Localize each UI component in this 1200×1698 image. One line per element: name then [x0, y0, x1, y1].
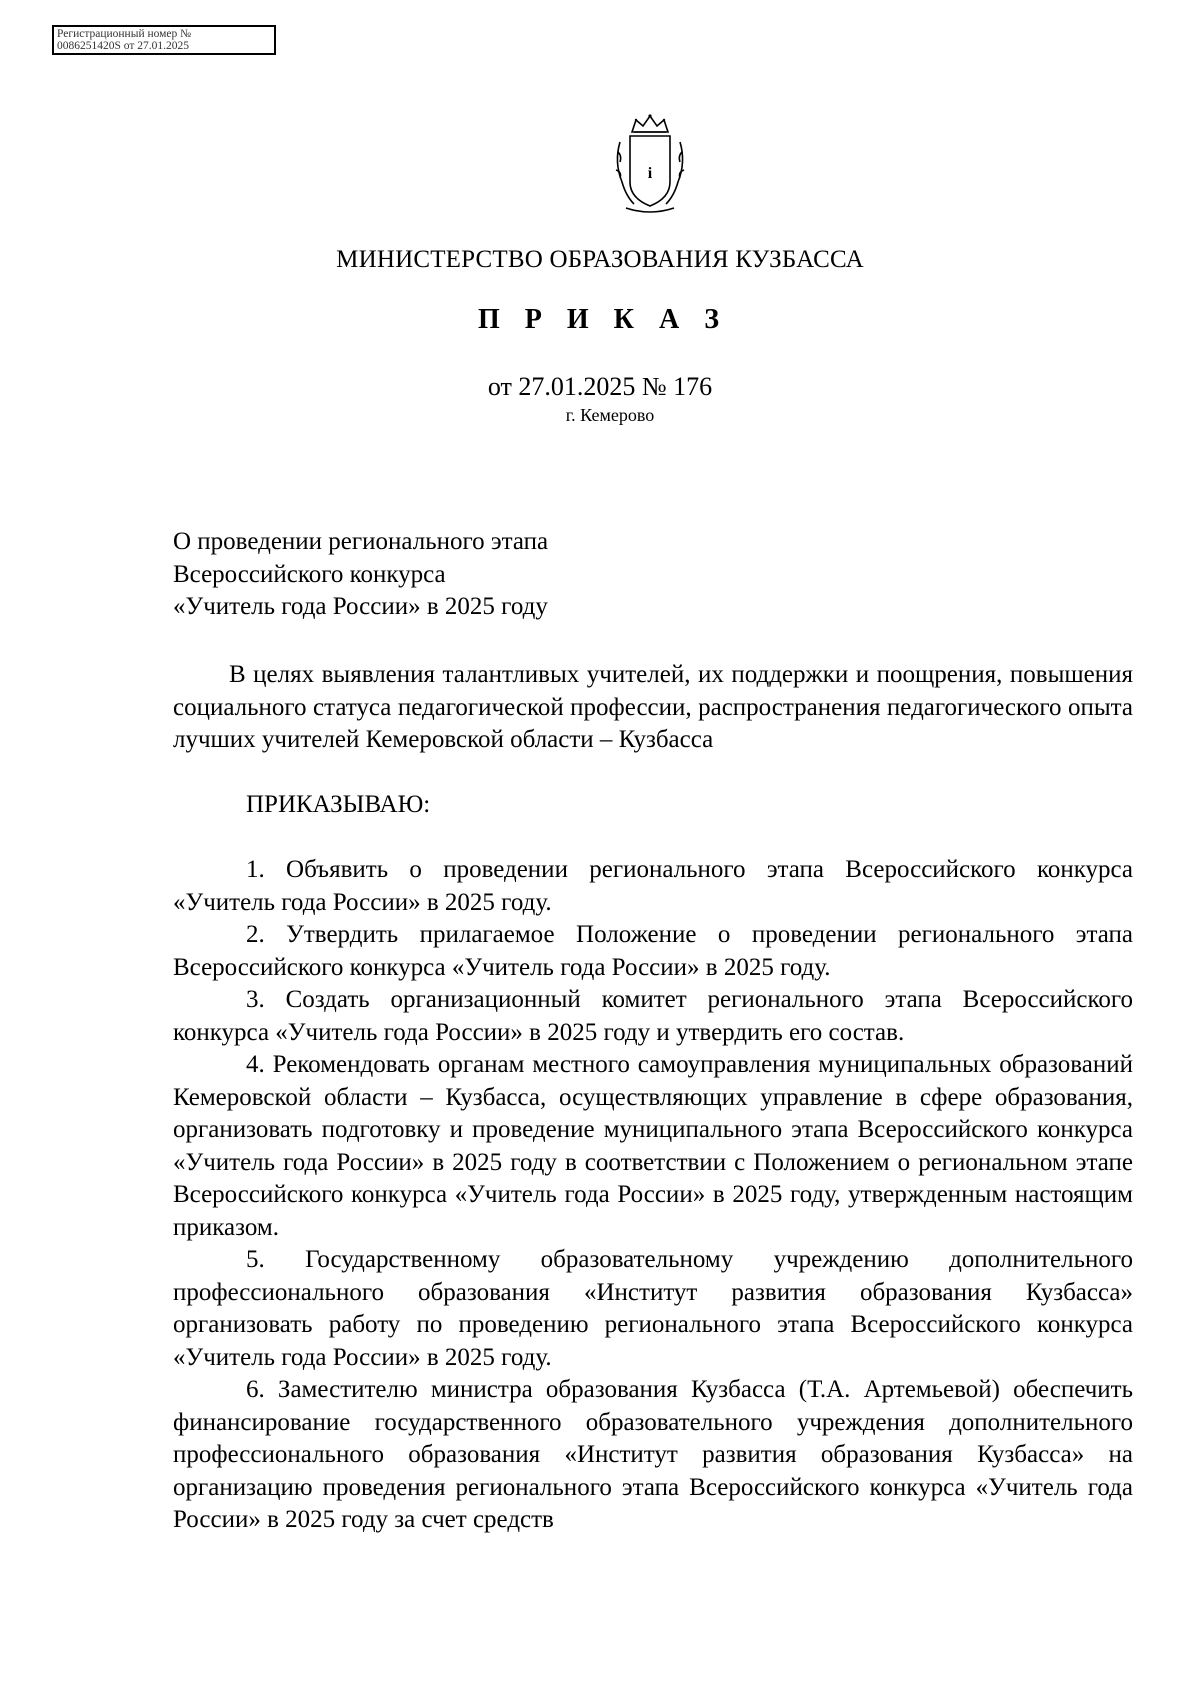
ministry-name: МИНИСТЕРСТВО ОБРАЗОВАНИЯ КУЗБАССА	[336, 246, 864, 273]
svg-text:i: i	[647, 165, 653, 182]
kuzbass-coat-of-arms-icon	[612, 112, 688, 214]
order-item: 5. Государственному образовательному учреждению дополнительного профессионального образования «Институт развития образования Кузбасса» организовать работу по проведению регионального этапа Всероссийского конкурса «Учитель года России» в 2025 году.	[173, 1246, 1133, 1371]
decree-word: ПРИКАЗЫВАЮ:	[246, 791, 431, 818]
order-date-number: от 27.01.2025 № 176	[487, 372, 713, 401]
order-items-list	[173, 854, 1133, 1537]
preamble-paragraph: В целях выявления талантливых учителей, их поддержки и поощрения, повышения социального статуса педагогической профессии, распространения педагогического опыта лучших учителей Кемеровской области – Кузбасса	[173, 661, 1133, 753]
order-item: 3. Создать организационный комитет регионального этапа Всероссийского конкурса «Учитель года России» в 2025 году и утвердить его состав.	[173, 986, 1133, 1046]
order-item: 1. Объявить о проведении регионального этапа Всероссийского конкурса «Учитель года России» в 2025 году.	[173, 856, 1133, 916]
subject-line: О проведении регионального этапа	[173, 528, 549, 555]
registration-stamp	[52, 25, 276, 55]
subject-line: Всероссийского конкурса	[173, 560, 446, 588]
order-item: 6. Заместителю министра образования Кузбасса (Т.А. Артемьевой) обеспечить финансирование государственного образовательного учреждения дополнительного профессионального образования «Институт развития образования Кузбасса» на организацию проведения регионального этапа Всероссийского конкурса «Учитель года России» в 2025 году за счет средств	[173, 1376, 1133, 1533]
order-item: 2. Утвердить прилагаемое Положение о проведении регионального этапа Всероссийского конкурса «Учитель года России» в 2025 году.	[173, 921, 1133, 981]
order-subject	[173, 526, 548, 624]
registration-stamp-line2: 0086251420S от 27.01.2025	[57, 40, 190, 52]
document-type-title: П Р И К А З	[478, 304, 728, 335]
order-item: 4. Рекомендовать органам местного самоуправления муниципальных образований Кемеровской области – Кузбасса, осуществляющих управление в сфере образования, организовать подготовку и проведение муниципального этапа Всероссийского конкурса «Учитель года России» в 2025 году в соответствии с Положением о региональном этапе Всероссийского конкурса «Учитель года России» в 2025 году, утвержденным настоящим приказом.	[173, 1051, 1133, 1241]
order-city: г. Кемерово	[565, 405, 655, 425]
subject-line: «Учитель года России» в 2025 году	[173, 593, 548, 620]
registration-stamp-line1: Регистрационный номер №	[57, 28, 192, 40]
